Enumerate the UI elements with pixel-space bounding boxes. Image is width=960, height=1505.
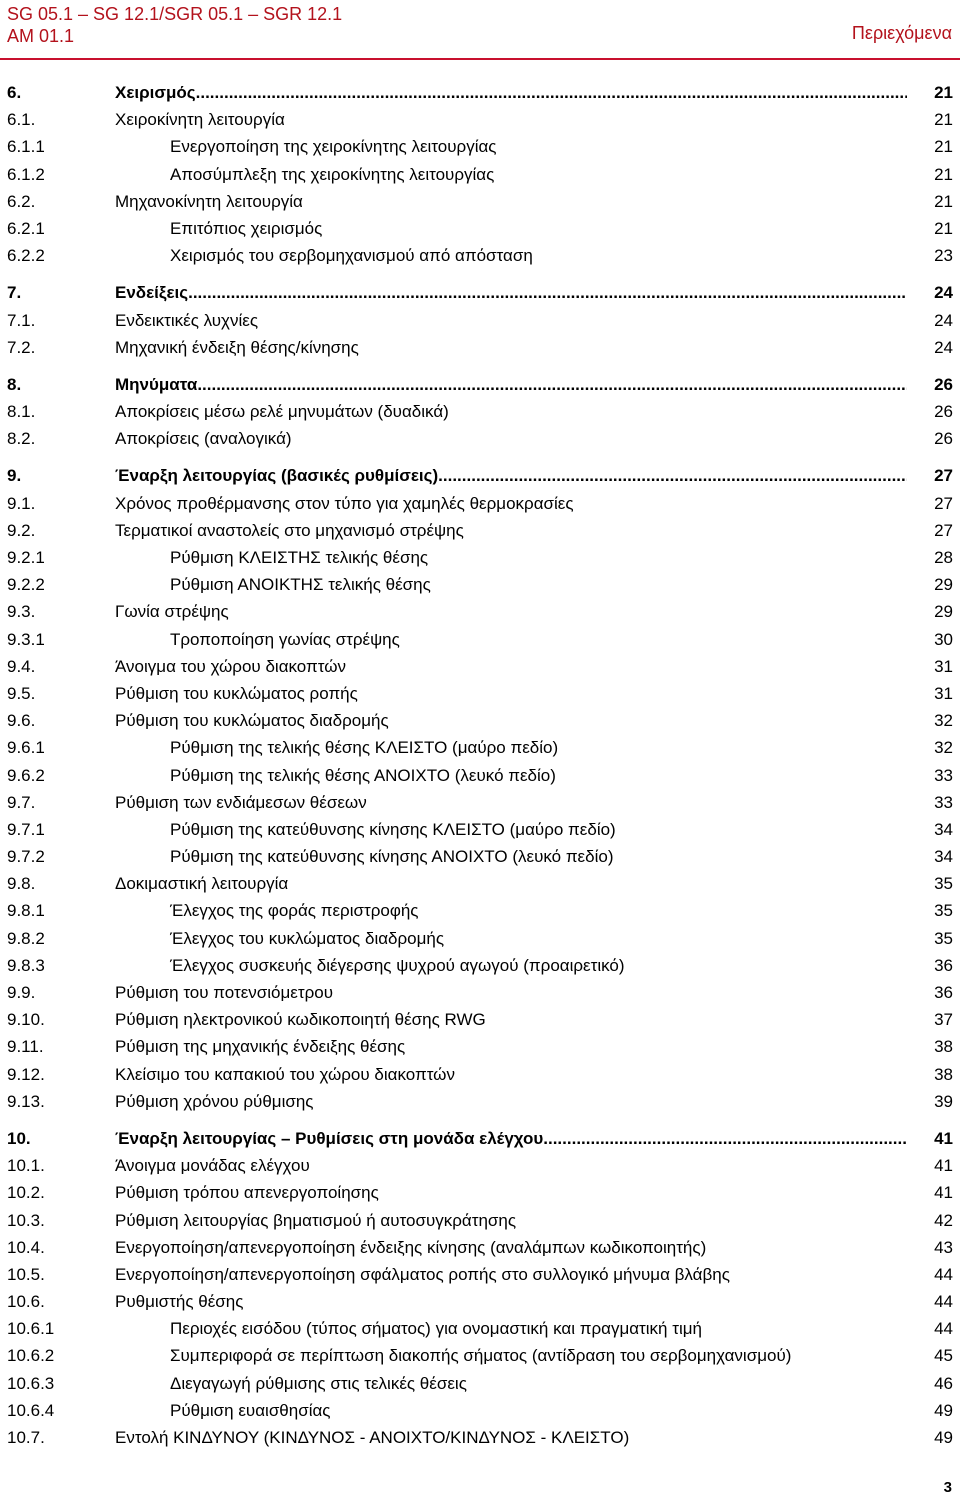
toc-entry[interactable] <box>7 1261 953 1288</box>
toc-entry[interactable] <box>7 707 953 734</box>
toc-entry-page: 44 <box>934 1264 953 1284</box>
toc-entry-page: 21 <box>934 110 953 130</box>
toc-entry-title[interactable]: Ρύθμιση ηλεκτρονικού κωδικοποιητή θέσης RWG <box>115 1010 486 1030</box>
toc-entry[interactable] <box>7 1234 953 1261</box>
toc-entry-number: 9.2. <box>7 520 36 540</box>
toc-entry-number: 6.1.1 <box>7 137 45 157</box>
toc-entry-page: 21 <box>934 137 953 157</box>
toc-entry-title[interactable]: Ρύθμιση του ποτενσιόμετρου <box>115 983 334 1002</box>
toc-entry-number: 9.10. <box>7 1010 45 1030</box>
toc-entry-title[interactable]: Τροποποίηση γωνίας στρέψης <box>170 629 400 649</box>
toc-entry-page: 21 <box>934 218 953 238</box>
toc-entry-title[interactable]: Συμπεριφορά σε περίπτωση διακοπής σήματος (αντίδραση του σερβομηχανισμού) <box>170 1346 792 1366</box>
toc-entry-title[interactable]: Ρύθμιση του κυκλώματος διαδρομής <box>115 711 389 731</box>
toc-entry-number: 9.4. <box>7 656 36 676</box>
toc-entry-title[interactable]: Εντολή ΚΙΝΔΥΝΟΥ (ΚΙΝΔΥΝΟΣ - ΑΝΟΙΧΤΟ/ΚΙΝΔΥΝΟΣ - ΚΛΕΙΣΤΟ) <box>115 1428 630 1447</box>
toc-entry-page: 21 <box>934 83 953 102</box>
toc-entry-title[interactable]: Ρύθμιση λειτουργίας βηματισμού ή αυτοσυγκράτησης <box>115 1210 517 1230</box>
toc-entry-number: 9.8.1 <box>7 901 45 921</box>
toc-entry-page: 41 <box>934 1128 953 1148</box>
toc-entry-page: 49 <box>934 1428 953 1447</box>
toc-entry-number: 9.7. <box>7 792 36 812</box>
toc-entry[interactable] <box>7 517 953 544</box>
toc-entry-title-text: Έναρξη λειτουργίας (βασικές ρυθμίσεις) <box>115 466 439 486</box>
toc-entry[interactable] <box>7 1088 953 1115</box>
toc-entry[interactable] <box>7 1424 953 1451</box>
toc-entry-page: 34 <box>934 847 953 867</box>
toc-entry[interactable] <box>7 1397 953 1424</box>
toc-entry[interactable] <box>7 626 953 653</box>
toc-entry-page: 21 <box>934 164 953 184</box>
toc-entry-number: 10.2. <box>7 1183 45 1203</box>
toc-entry-number: 10.5. <box>7 1264 45 1284</box>
toc-entry-title[interactable]: Ρύθμιση της κατεύθυνσης κίνησης ΚΛΕΙΣΤΟ (μαύρο πεδίο) <box>170 819 616 839</box>
toc-entry-page: 36 <box>934 955 953 975</box>
dot-leader <box>196 79 907 106</box>
toc-entry-number: 10.3. <box>7 1210 45 1230</box>
toc-entry-title[interactable] <box>115 1125 907 1152</box>
toc-entry-number: 10.4. <box>7 1237 45 1257</box>
toc-entry[interactable] <box>7 598 953 625</box>
toc-entry-number: 6.1.2 <box>7 164 45 184</box>
toc-entry-number: 9.8. <box>7 874 36 894</box>
toc-entry[interactable] <box>7 188 953 215</box>
toc-entry-page: 38 <box>934 1037 953 1057</box>
toc-entry-number: 9.2.1 <box>7 548 45 567</box>
toc-entry-number: 8. <box>7 374 22 394</box>
header-variant-line: AM 01.1 <box>7 26 75 46</box>
toc-entry-page: 32 <box>934 711 953 731</box>
toc-entry[interactable] <box>7 1125 953 1152</box>
toc-entry-page: 24 <box>934 310 953 330</box>
dot-leader <box>543 1125 907 1152</box>
toc-entry-number: 6. <box>7 83 22 102</box>
toc-entry[interactable] <box>7 398 953 425</box>
document-header <box>7 3 342 47</box>
toc-entry[interactable] <box>7 816 953 843</box>
toc-entry[interactable] <box>7 1152 953 1179</box>
toc-entry-title[interactable]: Ρυθμιστής θέσης <box>115 1292 244 1312</box>
toc-entry-title[interactable]: Ρύθμιση της μηχανικής ένδειξης θέσης <box>115 1037 406 1057</box>
toc-entry-title[interactable]: Ρύθμιση ΑΝΟΙΚΤΗΣ τελικής θέσης <box>170 575 431 595</box>
toc-entry-page: 39 <box>934 1091 953 1111</box>
toc-entry-number: 9.11. <box>7 1037 44 1057</box>
toc-entry[interactable] <box>7 1061 953 1088</box>
dot-leader <box>188 279 907 306</box>
toc-entry-page: 26 <box>934 402 953 422</box>
toc-entry-number: 7.1. <box>7 310 36 330</box>
toc-entry-title[interactable]: Ενδεικτικές λυχνίες <box>115 310 259 330</box>
toc-entry-page: 31 <box>934 656 953 676</box>
toc-entry[interactable] <box>7 307 953 334</box>
toc-entry-number: 6.2.2 <box>7 246 45 266</box>
toc-entry[interactable] <box>7 161 953 188</box>
toc-entry-page: 23 <box>934 246 953 266</box>
toc-entry-page: 35 <box>934 928 953 948</box>
toc-entry[interactable] <box>7 1288 953 1315</box>
toc-entry[interactable] <box>7 544 953 571</box>
toc-entry-title[interactable]: Ρύθμιση τρόπου απενεργοποίησης <box>115 1183 379 1203</box>
toc-entry-page: 42 <box>934 1210 953 1230</box>
toc-entry-title[interactable]: Χειρισμός του σερβομηχανισμού από απόσταση <box>170 246 533 266</box>
toc-entry-page: 49 <box>934 1400 953 1420</box>
toc-entry-page: 43 <box>934 1237 953 1257</box>
toc-entry[interactable] <box>7 462 953 489</box>
toc-entry[interactable] <box>7 1033 953 1060</box>
toc-entry-page: 24 <box>934 337 953 357</box>
toc-entry-title[interactable]: Δοκιμαστική λειτουργία <box>115 874 289 894</box>
toc-entry[interactable] <box>7 1179 953 1206</box>
toc-entry-page: 37 <box>934 1010 953 1030</box>
toc-entry-title[interactable]: Έλεγχος της φοράς περιστροφής <box>170 901 419 921</box>
dot-leader <box>197 371 907 398</box>
toc-entry-page: 28 <box>934 548 953 567</box>
toc-entry-title[interactable]: Διεγαγωγή ρύθμισης στις τελικές θέσεις <box>170 1373 467 1393</box>
toc-entry[interactable] <box>7 571 953 598</box>
toc-entry[interactable] <box>7 843 953 870</box>
page-number: 3 <box>943 1479 952 1496</box>
toc-entry-title-text: Έναρξη λειτουργίας – Ρυθμίσεις στη μονάδα ελέγχου <box>115 1128 544 1148</box>
toc-entry-number: 9.2.2 <box>7 575 45 595</box>
toc-entry-number: 9.6.2 <box>7 765 45 785</box>
toc-entry-title[interactable]: Ρύθμιση του κυκλώματος ροπής <box>115 683 358 703</box>
toc-entry-number: 8.2. <box>7 429 36 449</box>
toc-entry-number: 10.6.4 <box>7 1400 55 1420</box>
header-section-title: Περιεχόμενα <box>851 23 952 43</box>
toc-entry-number: 9.7.2 <box>7 847 45 867</box>
toc-entry-number: 9.9. <box>7 983 36 1002</box>
toc-entry[interactable] <box>7 925 953 952</box>
toc-entry-number: 10.6.1 <box>7 1319 55 1339</box>
toc-entry-title[interactable]: Ρύθμιση χρόνου ρύθμισης <box>115 1091 314 1111</box>
header-model-line: SG 05.1 – SG 12.1/SGR 05.1 – SGR 12.1 <box>7 4 343 24</box>
toc-entry-page: 35 <box>934 874 953 894</box>
toc-entry[interactable] <box>7 952 953 979</box>
toc-entry-title[interactable]: Μηχανική ένδειξη θέσης/κίνησης <box>115 337 359 357</box>
toc-entry-page: 27 <box>934 466 953 486</box>
toc-entry-number: 9.1. <box>7 493 36 513</box>
toc-entry[interactable] <box>7 371 953 398</box>
toc-entry[interactable] <box>7 79 953 106</box>
toc-entry-page: 35 <box>934 901 953 921</box>
toc-entry-page: 32 <box>934 738 953 758</box>
toc-entry[interactable] <box>7 490 953 517</box>
toc-entry-title[interactable]: Μηχανοκίνητη λειτουργία <box>115 191 303 211</box>
toc-entry-number: 10.1. <box>7 1156 45 1176</box>
toc-entry[interactable] <box>7 653 953 680</box>
toc-entry-number: 6.2.1 <box>7 218 45 238</box>
toc-entry[interactable] <box>7 734 953 761</box>
toc-entry-number: 9. <box>7 466 22 486</box>
toc-entry-title[interactable]: Ρύθμιση της τελικής θέσης ΑΝΟΙΧΤΟ (λευκό πεδίο) <box>170 765 556 785</box>
toc-entry[interactable] <box>7 279 953 306</box>
toc-entry-title[interactable]: Ρύθμιση ευαισθησίας <box>170 1400 331 1420</box>
toc-entry-number: 9.8.3 <box>7 955 45 975</box>
toc-entry-page: 38 <box>934 1064 953 1084</box>
toc-entry-number: 9.12. <box>7 1064 45 1084</box>
dot-leader <box>438 462 907 489</box>
toc-entry[interactable] <box>7 979 953 1006</box>
toc-entry-title-text: Χειρισμός <box>115 83 196 102</box>
toc-entry-number: 9.7.1 <box>7 819 45 839</box>
toc-entry-title[interactable]: Τερματικοί αναστολείς στο μηχανισμό στρέψης <box>115 520 464 540</box>
toc-entry[interactable] <box>7 789 953 816</box>
toc-entry-page: 27 <box>934 520 953 540</box>
toc-entry-title[interactable]: Ρύθμιση της κατεύθυνσης κίνησης ΑΝΟΙΧΤΟ (λευκό πεδίο) <box>170 847 614 867</box>
toc-entry-title[interactable] <box>115 371 907 398</box>
toc-entry-number: 9.3.1 <box>7 629 45 649</box>
toc-entry[interactable] <box>7 215 953 242</box>
toc-entry-page: 21 <box>934 191 953 211</box>
toc-entry-page: 24 <box>934 283 953 303</box>
toc-entry-page: 26 <box>934 374 953 394</box>
toc-entry-page: 30 <box>934 629 953 649</box>
toc-entry-number: 8.1. <box>7 402 36 422</box>
toc-entry-title[interactable]: Ρύθμιση ΚΛΕΙΣΤΗΣ τελικής θέσης <box>170 548 429 567</box>
toc-entry-title[interactable]: Ρύθμιση των ενδιάμεσων θέσεων <box>115 792 367 812</box>
toc-entry-page: 44 <box>934 1319 953 1339</box>
toc-entry-page: 29 <box>934 575 953 595</box>
toc-entry-number: 9.13. <box>7 1091 45 1111</box>
toc-entry-page: 27 <box>934 493 953 513</box>
toc-entry[interactable] <box>7 242 953 269</box>
toc-entry-title[interactable]: Κλείσιμο του καπακιού του χώρου διακοπτών <box>115 1064 455 1084</box>
toc-entry[interactable] <box>7 133 953 160</box>
toc-entry-page: 41 <box>934 1156 953 1176</box>
toc-entry-title[interactable] <box>115 79 907 106</box>
toc-entry-page: 26 <box>934 429 953 449</box>
table-of-contents <box>7 79 953 1451</box>
toc-entry-page: 29 <box>934 602 953 622</box>
toc-entry-title[interactable]: Άνοιγμα του χώρου διακοπτών <box>115 656 347 676</box>
toc-entry-page: 44 <box>934 1292 953 1312</box>
toc-entry-title[interactable]: Γωνία στρέψης <box>115 602 229 622</box>
toc-entry[interactable] <box>7 897 953 924</box>
toc-entry-number: 10.6.2 <box>7 1346 55 1366</box>
toc-entry[interactable] <box>7 1342 953 1369</box>
toc-entry-page: 31 <box>934 683 953 703</box>
toc-entry-title[interactable]: Ενεργοποίηση/απενεργοποίηση σφάλματος ροπής στο συλλογικό μήνυμα βλάβης <box>115 1264 730 1284</box>
toc-entry-number: 10. <box>7 1128 31 1148</box>
toc-entry-number: 6.1. <box>7 110 36 130</box>
toc-entry-title[interactable]: Αποσύμπλεξη της χειροκίνητης λειτουργίας <box>170 164 495 184</box>
toc-entry[interactable] <box>7 1006 953 1033</box>
toc-entry-number: 10.7. <box>7 1428 45 1447</box>
toc-entry-title-text: Ενδείξεις <box>115 283 189 303</box>
toc-entry[interactable] <box>7 1315 953 1342</box>
toc-entry[interactable] <box>7 1207 953 1234</box>
toc-entry-title[interactable]: Άνοιγμα μονάδας ελέγχου <box>115 1156 310 1176</box>
toc-entry-number: 9.6. <box>7 711 36 731</box>
toc-entry-number: 10.6.3 <box>7 1373 55 1393</box>
toc-entry[interactable] <box>7 1370 953 1397</box>
toc-entry-title[interactable]: Ρύθμιση της τελικής θέσης ΚΛΕΙΣΤΟ (μαύρο πεδίο) <box>170 738 559 758</box>
toc-entry-title[interactable]: Χειροκίνητη λειτουργία <box>115 110 285 130</box>
toc-entry-title[interactable]: Αποκρίσεις μέσω ρελέ μηνυμάτων (δυαδικά) <box>115 402 449 422</box>
toc-entry[interactable] <box>7 334 953 361</box>
toc-entry[interactable] <box>7 762 953 789</box>
toc-entry-title[interactable]: Περιοχές εισόδου (τύπος σήματος) για ονομαστική και πραγματική τιμή <box>170 1319 702 1339</box>
toc-entry-page: 41 <box>934 1183 953 1203</box>
toc-entry-title[interactable]: Ενεργοποίηση/απενεργοποίηση ένδειξης κίνησης (αναλάμπων κωδικοποιητής) <box>115 1237 707 1257</box>
toc-entry[interactable] <box>7 680 953 707</box>
toc-entry-page: 33 <box>934 765 953 785</box>
toc-entry-page: 33 <box>934 792 953 812</box>
toc-entry-page: 36 <box>934 983 953 1002</box>
toc-entry[interactable] <box>7 870 953 897</box>
toc-entry-number: 7.2. <box>7 337 36 357</box>
toc-entry-title[interactable]: Χρόνος προθέρμανσης στον τύπο για χαμηλές θερμοκρασίες <box>115 493 574 513</box>
toc-entry-number: 10.6. <box>7 1292 45 1312</box>
toc-entry-title[interactable]: Έλεγχος συσκευής διέγερσης ψυχρού αγωγού (προαιρετικό) <box>170 955 625 975</box>
toc-entry[interactable] <box>7 425 953 452</box>
toc-entry-number: 9.3. <box>7 602 36 622</box>
toc-entry[interactable] <box>7 106 953 133</box>
toc-entry-page: 34 <box>934 819 953 839</box>
toc-entry-page: 46 <box>934 1373 953 1393</box>
toc-entry-title[interactable]: Έλεγχος του κυκλώματος διαδρομής <box>170 928 445 948</box>
toc-entry-title[interactable] <box>115 462 907 489</box>
toc-entry-number: 9.5. <box>7 683 36 703</box>
toc-entry-title[interactable]: Επιτόπιος χειρισμός <box>170 218 323 238</box>
toc-entry-title-text: Μηνύματα <box>115 374 198 394</box>
toc-entry-number: 7. <box>7 283 22 303</box>
toc-entry-title[interactable]: Αποκρίσεις (αναλογικά) <box>115 429 292 449</box>
toc-entry-number: 9.6.1 <box>7 738 45 758</box>
toc-entry-number: 6.2. <box>7 191 36 211</box>
toc-entry-page: 45 <box>934 1346 953 1366</box>
header-divider <box>0 58 960 60</box>
toc-entry-title[interactable]: Ενεργοποίηση της χειροκίνητης λειτουργίας <box>170 137 497 157</box>
toc-entry-title[interactable] <box>115 279 907 306</box>
toc-entry-number: 9.8.2 <box>7 928 45 948</box>
